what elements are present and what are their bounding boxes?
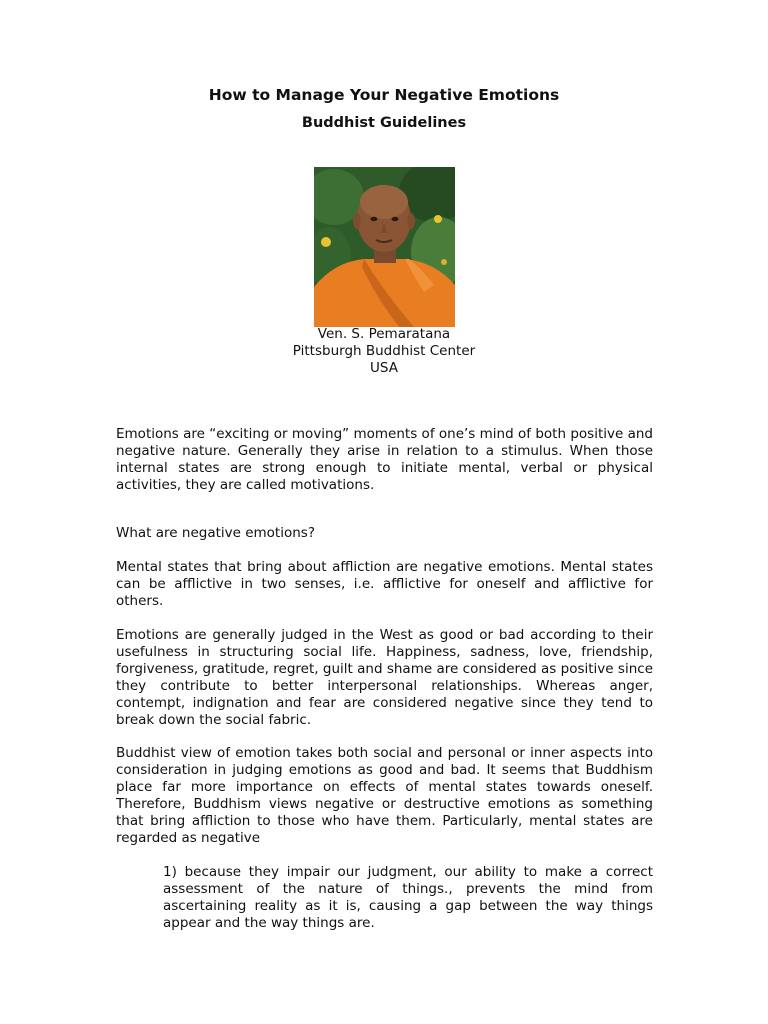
paragraph-intro: Emotions are “exciting or moving” moments of one’s mind of both positive and negative nature. Generally they arise in relation to a stimulus. When those internal states are strong enough to initiate mental, verbal or physical activities, they are called motivations. (116, 426, 653, 493)
document-subtitle: Buddhist Guidelines (301, 115, 467, 131)
author-caption (0, 326, 768, 377)
document-title: How to Manage Your Negative Emotions (208, 86, 560, 104)
section-question: What are negative emotions? (116, 525, 315, 541)
author-name: Ven. S. Pemaratana (317, 326, 451, 342)
list-item-1: 1) because they impair our judgment, our ability to make a correct assessment of the nature of things., prevents the mind from ascertaining reality as it is, causing a gap between the way things appear and the way things are. (163, 864, 653, 931)
author-country: USA (370, 360, 398, 376)
paragraph-mental-states: Mental states that bring about affliction are negative emotions. Mental states can be afflictive in two senses, i.e. afflictive for oneself and afflictive for others. (116, 559, 653, 609)
paragraph-west-view: Emotions are generally judged in the West as good or bad according to their usefulness in structuring social life. Happiness, sadness, love, friendship, forgiveness, gratitude, regret, guilt and shame are considered as positive since they contribute to better interpersonal relationships. Whereas anger, contempt, indignation and fear are considered negative since they tend to break down the social fabric. (116, 627, 653, 728)
author-organization: Pittsburgh Buddhist Center (292, 343, 476, 359)
author-portrait-photo (314, 167, 455, 327)
paragraph-buddhist-view: Buddhist view of emotion takes both social and personal or inner aspects into consideration in judging emotions as good and bad. It seems that Buddhism place far more importance on effects of mental states towards oneself. Therefore, Buddhism views negative or destructive emotions as something that bring affliction to those who have them. Particularly, mental states are regarded as negative (116, 745, 653, 846)
portrait-illustration (314, 167, 455, 327)
